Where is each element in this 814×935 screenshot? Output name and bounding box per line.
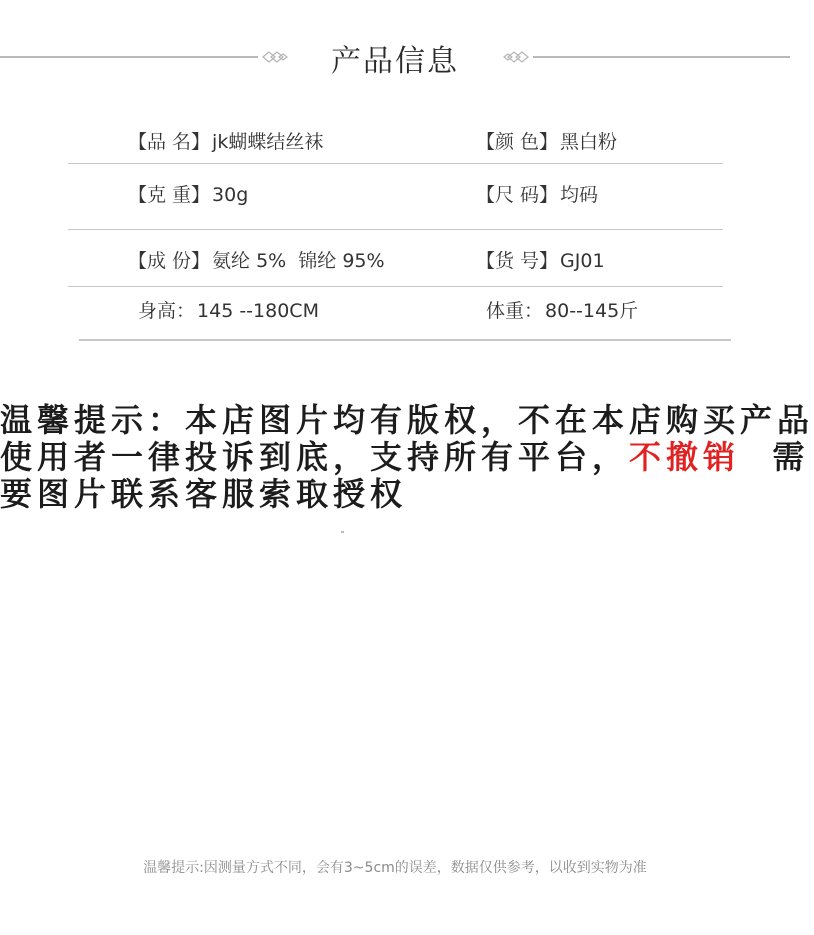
spec-value: 均码 [560,184,599,206]
page-title: 产品信息 [331,44,459,79]
spec-value: GJ01 [560,250,605,272]
diamond-ornament-icon [503,50,529,64]
header-divider-left [0,56,258,58]
row-divider [68,286,723,287]
spec-item-no [476,246,605,273]
spec-value: 145 --180CM [197,300,319,322]
copyright-notice [0,401,814,513]
notice-highlight: 不撤销 [629,438,741,476]
decorative-dot [341,531,344,533]
spec-label: 【品 名】 [128,131,211,153]
table-bottom-divider [79,339,731,341]
notice-line-2 [0,438,810,476]
notice-line-2-tail: 需 [740,438,810,476]
diamond-ornament-icon [262,50,288,64]
spec-name [128,127,323,154]
spec-value: 80--145斤 [545,300,639,322]
spec-size [476,180,598,207]
spec-body-weight [486,296,638,323]
notice-line-2-text: 使用者一律投诉到底，支持所有平台， [0,438,630,476]
spec-value: jk蝴蝶结丝袜 [212,131,324,153]
spec-label: 【颜 色】 [476,131,559,153]
spec-height [138,296,319,323]
notice-line-3: 要图片联系客服索取授权 [0,475,408,513]
spec-value: 黑白粉 [560,131,618,153]
row-divider [68,229,723,230]
spec-label: 身高： [138,300,196,322]
measurement-note: 温馨提示:因测量方式不同，会有3~5cm的误差，数据仅供参考，以收到实物为准 [143,860,647,876]
spec-value: 氨纶 5% 锦纶 95% [212,250,385,272]
spec-label: 【货 号】 [476,250,559,272]
section-header [0,30,790,86]
spec-label: 【成 份】 [128,250,211,272]
spec-color [476,127,617,154]
spec-value: 30g [212,184,249,206]
row-divider [68,163,723,164]
spec-label: 【尺 码】 [476,184,559,206]
spec-label: 体重： [486,300,544,322]
spec-material [128,246,385,273]
header-divider-right [533,56,790,58]
notice-line-1: 温馨提示：本店图片均有版权，不在本店购买产品 [0,401,814,439]
spec-label: 【克 重】 [128,184,211,206]
spec-weight [128,180,248,207]
